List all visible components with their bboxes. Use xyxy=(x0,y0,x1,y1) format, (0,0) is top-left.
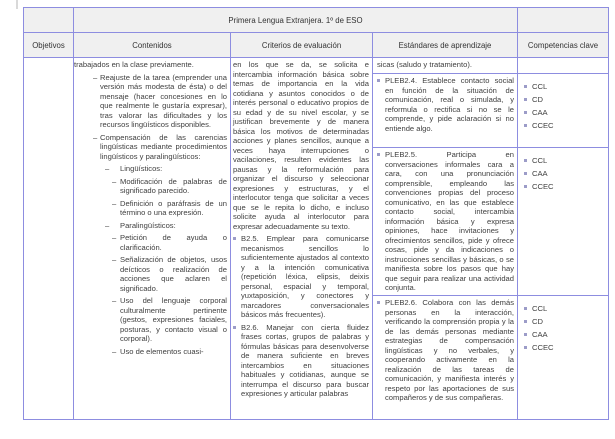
bullet-square-icon xyxy=(524,346,527,349)
contenidos-item xyxy=(112,233,227,252)
title-row xyxy=(24,8,608,33)
dash-marker: – xyxy=(93,132,98,142)
contenidos-item xyxy=(112,296,227,344)
competencia-item xyxy=(524,317,606,327)
bullet-square-icon xyxy=(524,85,527,88)
dash-marker: – xyxy=(112,296,117,305)
table-body xyxy=(24,58,608,419)
estandar-row xyxy=(373,148,608,296)
dash-marker: – xyxy=(112,346,117,356)
contenidos-item xyxy=(105,221,227,231)
dash-marker: – xyxy=(112,233,117,242)
bullet-square-icon xyxy=(233,237,236,240)
contenidos-item-text: Compensación de las carencias lingüísticas mediante procedimientos lingüísticos y paralingüísticos: xyxy=(100,132,227,161)
criterios-item-text: B2.5. Emplear para comunicarse mecanismos sencillos lo suficientemente ajustados al contexto y a la intención comunicativa (repetición léxica, elipsis, deixis personal, espacial y temporal, yuxtaposición, y conectores y marcadores conversacionales básicos más frecuentes). xyxy=(241,234,369,319)
title-spacer-right xyxy=(518,8,608,33)
competencia-label: CAA xyxy=(532,169,548,178)
competencia-item xyxy=(524,156,606,166)
contenidos-item-text: Definición o paráfrasis de un término o una expresión. xyxy=(120,198,227,217)
contenidos-item xyxy=(93,133,227,162)
contenidos-item xyxy=(112,255,227,293)
estandar-row xyxy=(373,296,608,419)
estandar-item xyxy=(377,298,514,403)
contenidos-item-text: Lingüísticos: xyxy=(120,164,163,173)
competencia-item xyxy=(524,95,606,105)
column-header-competencias: Competencias clave xyxy=(518,33,608,58)
competencias-cell xyxy=(518,58,608,74)
estandar-text: PLEB2.6. Colabora con las demás personas en la interacción, verificando la comprensión propia y la de las demás personas mediante estrategias de compensación lingüísticas y no verbales, y cooperando activamente en la realización de las tareas de comunicación, y manifiesta interés y respeto por las aportaciones de sus compañeros y de sus compañeras. xyxy=(385,298,514,402)
bullet-square-icon xyxy=(524,307,527,310)
column-header-criterios: Criterios de evaluación xyxy=(231,33,373,58)
estandar-continuation: sicas (saludo y tratamiento). xyxy=(377,60,472,69)
contenidos-cell xyxy=(74,58,231,419)
contenidos-item-text: Modificación de palabras de significado parecido. xyxy=(120,176,227,195)
dash-marker: – xyxy=(93,72,98,82)
estandares-competencias-section xyxy=(373,58,608,419)
competencia-label: CCEC xyxy=(532,343,554,352)
competencia-label: CCEC xyxy=(532,182,554,191)
bullet-square-icon xyxy=(377,301,380,304)
contenidos-item-text: Uso de elementos cuasi- xyxy=(120,346,204,356)
criterios-item xyxy=(233,323,369,399)
dash-marker: – xyxy=(112,255,117,264)
bullet-square-icon xyxy=(524,124,527,127)
competencia-item xyxy=(524,304,606,314)
estandar-item xyxy=(377,76,514,133)
competencia-label: CAA xyxy=(532,330,548,339)
column-header-row xyxy=(24,33,608,58)
competencia-item xyxy=(524,182,606,192)
competencia-label: CCEC xyxy=(532,121,554,130)
criterios-continuation: en los que se da, se solicita e intercambia información básica sobre temas de importancia en la vida cotidiana y asuntos conocidos o de interés personal o educativo propios de su edad y de su nivel escolar, y se justifican brevemente y de manera básica los motivos de determinadas acciones y planes sencillos, aunque a veces haya interrupciones o vacilaciones, resulten evidentes las pausas y la reformulación para organizar el discurso y seleccionar expresiones y estructuras, y el interlocutor tenga que solicitar a veces que se le repita lo dicho, e incluso solicite ayuda al interlocutor para expresar adecuadamente su texto. xyxy=(233,60,369,231)
bullet-square-icon xyxy=(524,185,527,188)
contenidos-item xyxy=(112,199,227,218)
competencia-item xyxy=(524,121,606,131)
competencia-item xyxy=(524,108,606,118)
estandar-row xyxy=(373,74,608,148)
estandar-text: PLEB2.5. Participa en conversaciones informales cara a cara, con una pronunciación comprensible, empleando las convenciones propias del proceso comunicativo, en las que establece contacto social, intercambia información básica y expresa opiniones, hace invitaciones y ofrecimientos sencillos, pide y ofrece cosas, pide y da indicaciones o instrucciones sencillas y básicas, o se manifiesta sobre los pasos que hay que seguir para realizar una actividad conjunta. xyxy=(385,150,514,292)
contenidos-item-text: Petición de ayuda o clarificación. xyxy=(120,233,227,252)
competencia-label: CAA xyxy=(532,108,548,117)
competencia-label: CCL xyxy=(532,82,548,91)
title-spacer-left xyxy=(24,8,74,33)
competencia-item xyxy=(524,82,606,92)
bullet-square-icon xyxy=(377,153,380,156)
competencia-label: CD xyxy=(532,95,543,104)
competencia-label: CCL xyxy=(532,304,548,313)
contenidos-item-text: Paralingüísticos: xyxy=(120,220,176,230)
column-header-objetivos: Objetivos xyxy=(24,33,74,58)
contenidos-item-text: Reajuste de la tarea (emprender una versión más modesta de ésta) o del mensaje (hacer concesiones en lo que realmente le gustaría expresar), tras valorar las dificultades y los recursos lingüísticos disponibles. xyxy=(100,72,227,129)
estandar-cell xyxy=(373,58,518,74)
estandar-row xyxy=(373,58,608,74)
bullet-square-icon xyxy=(524,111,527,114)
estandar-cell xyxy=(373,74,518,148)
column-header-contenidos: Contenidos xyxy=(74,33,231,58)
competencia-label: CD xyxy=(532,317,543,326)
competencias-cell xyxy=(518,296,608,419)
competencias-cell xyxy=(518,74,608,148)
bullet-square-icon xyxy=(524,333,527,336)
table-title: Primera Lengua Extranjera. 1º de ESO xyxy=(74,8,518,33)
competencia-label: CCL xyxy=(532,156,548,165)
contenidos-item xyxy=(112,347,227,357)
contenidos-item xyxy=(105,164,227,174)
estandar-text: PLEB2.4. Establece contacto social en función de la situación de comunicación, real o simulada, y reformula o rectifica si no se le comprende, y pide aclaración si no entiende algo. xyxy=(385,76,514,133)
bullet-square-icon xyxy=(524,172,527,175)
column-header-estandares: Estándares de aprendizaje xyxy=(373,33,518,58)
bullet-square-icon xyxy=(524,159,527,162)
competencia-item xyxy=(524,343,606,353)
bullet-square-icon xyxy=(524,98,527,101)
estandar-item xyxy=(377,150,514,293)
dash-marker: – xyxy=(112,176,117,186)
estandar-cell xyxy=(373,296,518,419)
curriculum-table xyxy=(23,7,609,420)
bullet-square-icon xyxy=(524,320,527,323)
contenidos-item-text: Uso del lenguaje corporal culturalmente pertinente (gestos, expresiones faciales, posturas, y contacto visual o corporal). xyxy=(120,296,227,343)
contenidos-item xyxy=(93,73,227,130)
criterios-cell xyxy=(231,58,373,419)
dash-marker: – xyxy=(105,164,110,173)
competencia-item xyxy=(524,169,606,179)
criterios-item xyxy=(233,234,369,320)
dash-marker: – xyxy=(112,198,117,208)
page-edge-mark xyxy=(16,0,18,9)
objetivos-cell xyxy=(24,58,74,419)
bullet-square-icon xyxy=(233,326,236,329)
dash-marker: – xyxy=(105,220,110,230)
contenidos-item-text: Señalización de objetos, usos deícticos o realización de acciones que aclaren el significado. xyxy=(120,255,227,293)
competencias-cell xyxy=(518,148,608,296)
estandar-cell xyxy=(373,148,518,296)
competencia-item xyxy=(524,330,606,340)
criterios-item-text: B2.6. Manejar con cierta fluidez frases cortas, grupos de palabras y fórmulas básicas para desenvolverse de manera suficiente en breves intercambios en situaciones habituales y cotidianas, aunque se interrumpa el discurso para buscar expresiones y articular palabras xyxy=(241,322,369,398)
contenidos-item xyxy=(112,177,227,196)
bullet-square-icon xyxy=(377,79,380,82)
contenidos-continuation: trabajados en la clase previamente. xyxy=(74,60,194,69)
